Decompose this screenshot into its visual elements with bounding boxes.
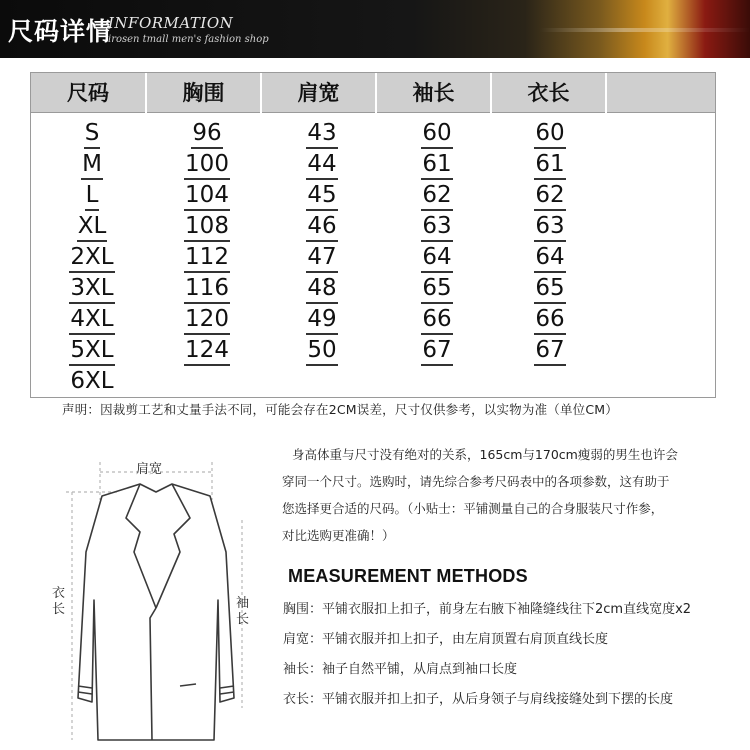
length-value: 62 [534,182,565,211]
methods-title: MEASUREMENT METHODS [288,566,528,586]
table-cell [37,305,147,336]
table-cell [382,336,492,367]
table-cell [267,305,377,336]
table-cell [267,212,377,243]
length-value: 65 [534,275,565,304]
method-shoulder: 肩宽：平铺衣服并扣上扣子，由左肩顶置右肩顶直线长度 [283,632,609,647]
sleeve-value: 61 [421,151,452,180]
sleeve-value: 63 [421,213,452,242]
table-cell [495,119,605,150]
table-cell [152,274,262,305]
table-cell [152,212,262,243]
shoulder-value: 45 [306,182,337,211]
chest-column [152,119,262,367]
chest-value: 104 [184,182,230,211]
table-cell [37,367,147,398]
sleeve-value: 62 [421,182,452,211]
column-header-shoulder: 肩宽 [262,73,377,113]
table-cell [37,181,147,212]
table-cell [382,212,492,243]
chest-value: 116 [184,275,230,304]
table-cell [495,336,605,367]
table-cell [37,243,147,274]
size-value: L [85,182,100,211]
sleeve-column [382,119,492,367]
table-cell [382,150,492,181]
disclaimer-note: 声明：因裁剪工艺和丈量手法不同，可能会存在2CM误差，尺寸仅供参考，以实物为准（单位CM） [62,402,618,417]
advice-line: 穿同一个尺寸。选购时，请先综合参考尺码表中的各项参数，这有助于 [282,474,670,489]
size-column [37,119,147,398]
size-value: 4XL [69,306,114,335]
size-table [30,72,716,398]
column-header-chest: 胸围 [147,73,262,113]
length-column [495,119,605,367]
page-title: 尺码详情 [8,17,113,46]
table-cell [267,274,377,305]
method-length: 衣长：平铺衣服并扣上扣子，从后身领子与肩线接缝处到下摆的长度 [283,692,674,707]
table-cell [382,243,492,274]
table-cell [152,243,262,274]
coat-illustration [40,440,270,745]
sleeve-value: 66 [421,306,452,335]
length-value: 60 [534,120,565,149]
chest-value: 124 [184,337,230,366]
shoulder-value: 43 [306,120,337,149]
size-value: XL [77,213,108,242]
header-divider [0,58,750,61]
size-table-header [31,73,715,113]
table-cell [37,150,147,181]
sleeve-value: 67 [421,337,452,366]
table-cell [267,119,377,150]
length-label: 衣长 [52,586,66,617]
shoulder-value: 49 [306,306,337,335]
shoulder-value: 47 [306,244,337,273]
length-value: 67 [534,337,565,366]
table-cell [152,181,262,212]
length-value: 63 [534,213,565,242]
size-advice [282,441,744,549]
size-value: 6XL [70,368,114,394]
advice-line: 您选择更合适的尺码。（小贴士：平铺测量自己的合身服装尺寸作参， [282,501,664,516]
table-cell [267,150,377,181]
table-cell [495,243,605,274]
column-header-size: 尺码 [31,73,147,113]
shoulder-value: 44 [306,151,337,180]
chest-value: 96 [191,120,222,149]
shoulder-column [267,119,377,367]
chest-value: 108 [184,213,230,242]
table-cell [382,274,492,305]
header-subtitle: INFORMATION [108,14,234,32]
table-cell [495,274,605,305]
table-cell [152,336,262,367]
table-cell [267,336,377,367]
table-cell [152,150,262,181]
header-banner [0,0,750,58]
column-header-sleeve: 袖长 [377,73,492,113]
table-cell [37,119,147,150]
shoulder-value: 50 [306,337,337,366]
sleeve-value: 65 [421,275,452,304]
sleeve-value: 64 [421,244,452,273]
size-value: S [84,120,101,149]
table-cell [495,305,605,336]
method-sleeve: 袖长：袖子自然平铺，从肩点到袖口长度 [283,662,518,677]
length-value: 61 [534,151,565,180]
table-cell [495,181,605,212]
table-cell [495,212,605,243]
table-cell [152,305,262,336]
size-value: 5XL [69,337,114,366]
chest-value: 100 [184,151,230,180]
table-cell [267,181,377,212]
table-cell [382,119,492,150]
measurement-diagram [40,440,270,745]
size-value: 3XL [69,275,114,304]
table-cell [267,243,377,274]
table-cell [152,119,262,150]
table-cell [37,336,147,367]
shoulder-value: 48 [306,275,337,304]
column-header-length: 衣长 [492,73,607,113]
chest-value: 112 [184,244,230,273]
shoulder-label: 肩宽 [136,462,163,477]
length-value: 64 [534,244,565,273]
length-value: 66 [534,306,565,335]
sleeve-label: 袖长 [236,596,250,627]
table-cell [382,181,492,212]
method-chest: 胸围：平铺衣服扣上扣子，前身左右腋下袖隆缝线往下2cm直线宽度x2 [283,602,692,617]
table-cell [37,212,147,243]
table-cell [495,150,605,181]
sleeve-value: 60 [421,120,452,149]
shoulder-value: 46 [306,213,337,242]
advice-line: 身高体重与尺寸没有绝对的关系，165cm与170cm瘦弱的男生也许会 [292,447,678,462]
header-tagline: irosen tmall men's fashion shop [108,34,269,45]
size-value: 2XL [69,244,114,273]
table-cell [37,274,147,305]
chest-value: 120 [184,306,230,335]
table-cell [382,305,492,336]
measurement-methods [283,595,745,715]
advice-line: 对比选购更准确！） [282,528,395,543]
size-value: M [81,151,103,180]
